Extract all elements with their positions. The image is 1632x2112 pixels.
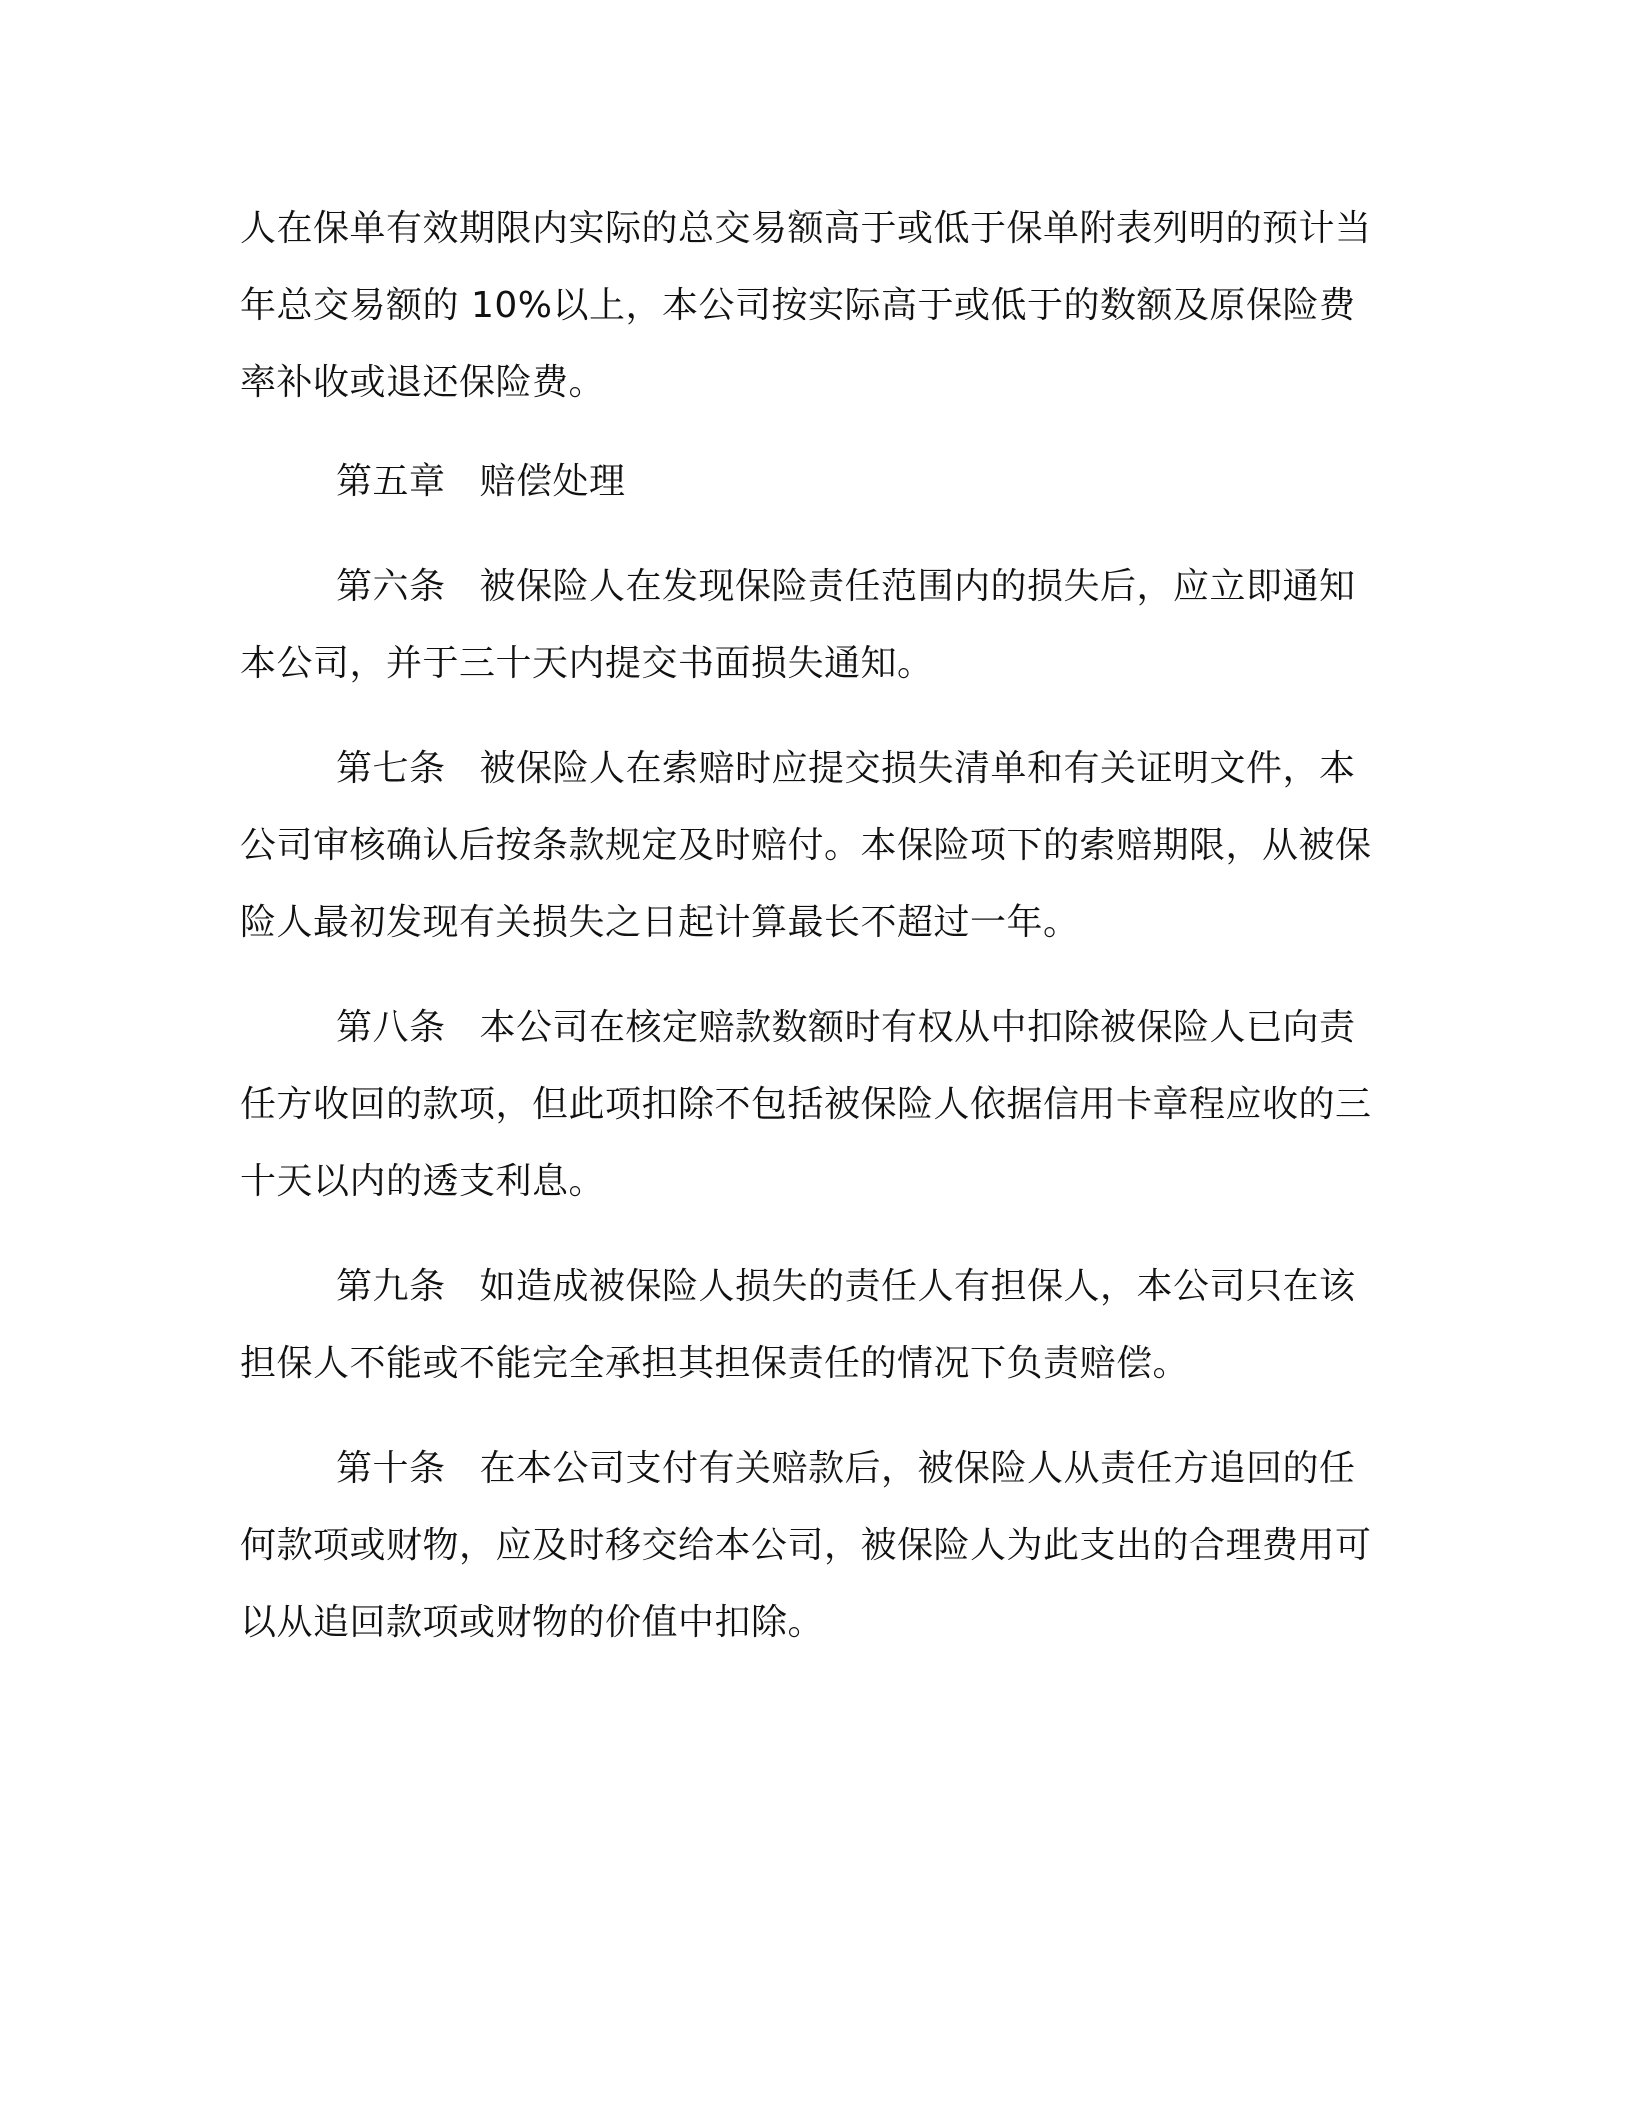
- document-body: [240, 190, 1390, 1661]
- article-9: [240, 1248, 1390, 1402]
- article-10: [240, 1430, 1390, 1661]
- article-text: 本公司在核定赔款数额时有权从中扣除被保险人已向责任方收回的款项，但此项扣除不包括被保险人依据信用卡章程应收的三十天以内的透支利息。: [240, 1007, 1372, 1202]
- article-6: [240, 548, 1390, 702]
- article-text: 被保险人在索赔时应提交损失清单和有关证明文件，本公司审核确认后按条款规定及时赔付。本保险项下的索赔期限，从被保险人最初发现有关损失之日起计算最长不超过一年。: [240, 748, 1372, 943]
- article-7: [240, 730, 1390, 961]
- article-8: [240, 989, 1390, 1220]
- article-label: 第九条: [336, 1266, 446, 1307]
- chapter-heading: [240, 443, 1390, 520]
- article-label: 第八条: [336, 1007, 446, 1048]
- article-label: 第十条: [336, 1448, 446, 1489]
- article-label: 第七条: [336, 748, 446, 789]
- article-text: 被保险人在发现保险责任范围内的损失后，应立即通知本公司，并于三十天内提交书面损失通知。: [240, 566, 1356, 684]
- article-text: 在本公司支付有关赔款后，被保险人从责任方追回的任何款项或财物，应及时移交给本公司，被保险人为此支出的合理费用可以从追回款项或财物的价值中扣除。: [240, 1448, 1372, 1643]
- article-text: 如造成被保险人损失的责任人有担保人，本公司只在该担保人不能或不能完全承担其担保责任的情况下负责赔偿。: [240, 1266, 1356, 1384]
- chapter-title: 赔偿处理: [479, 461, 626, 502]
- chapter-label: 第五章: [336, 461, 446, 502]
- article-label: 第六条: [336, 566, 446, 607]
- continuation-paragraph: 人在保单有效期限内实际的总交易额高于或低于保单附表列明的预计当年总交易额的 10%以上，本公司按实际高于或低于的数额及原保险费率补收或退还保险费。: [240, 208, 1372, 403]
